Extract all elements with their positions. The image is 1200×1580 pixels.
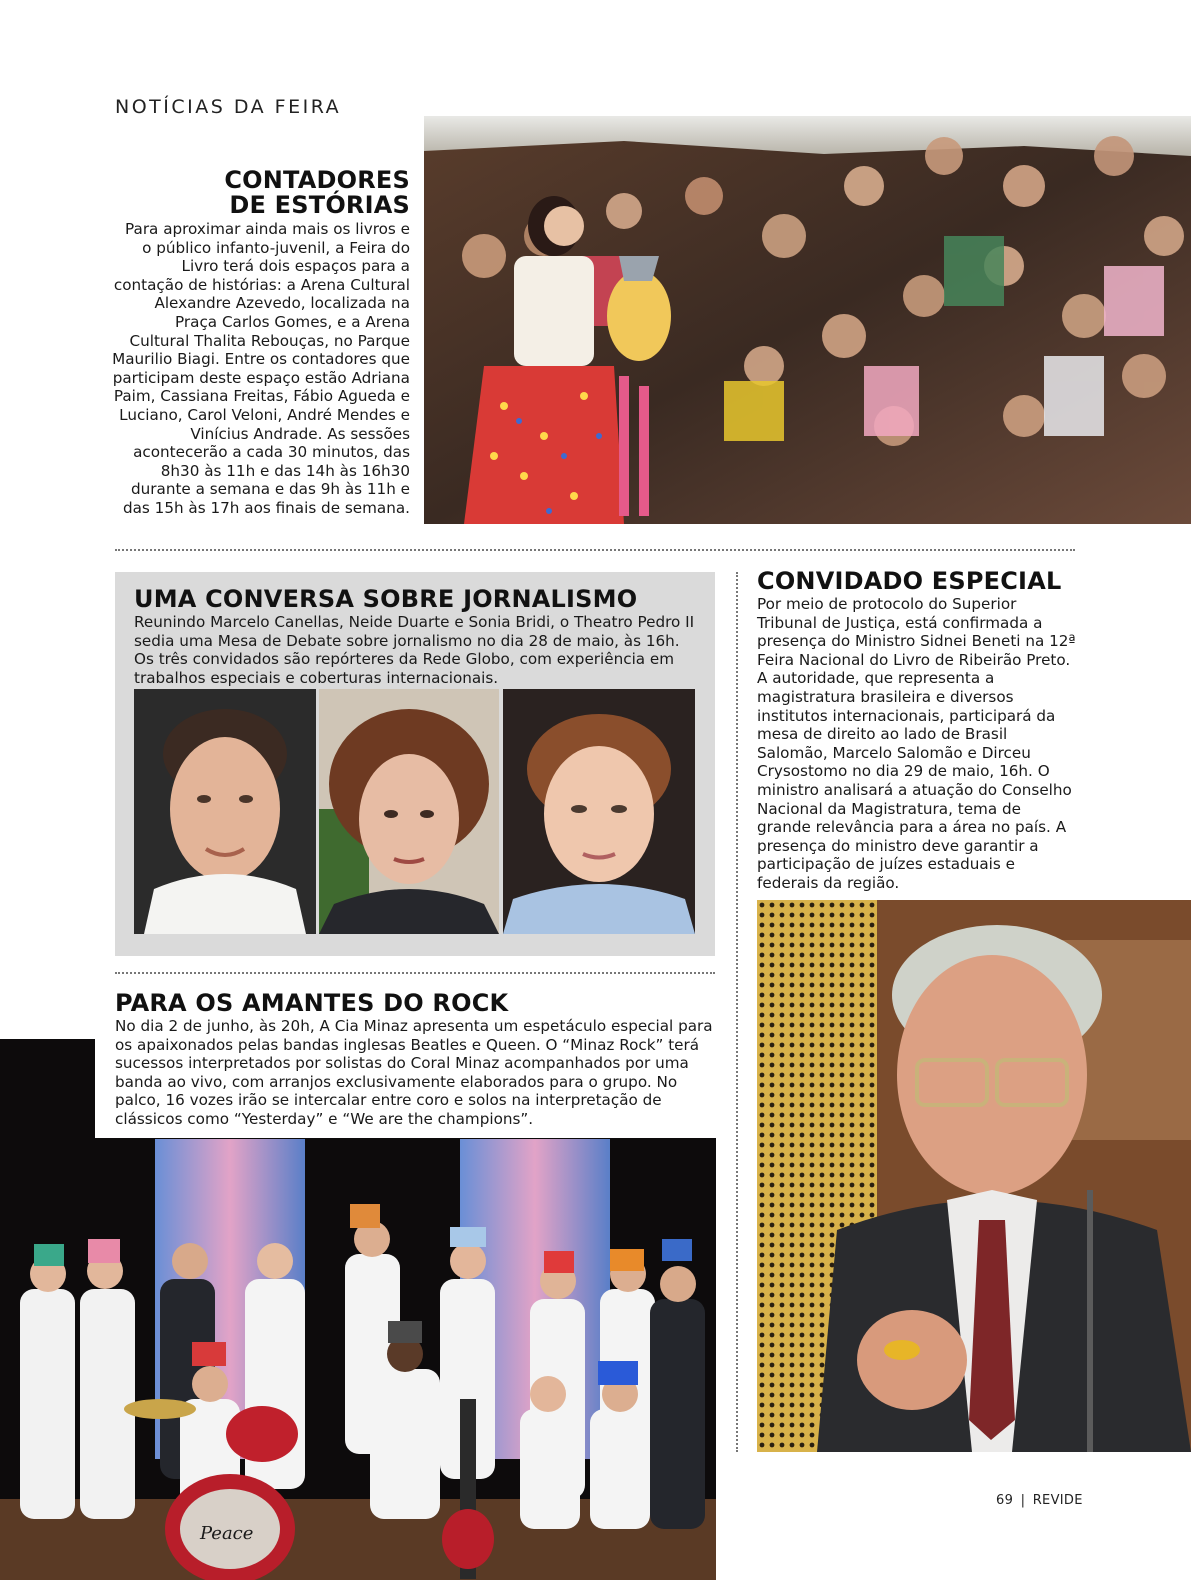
page-footer [996, 1493, 1083, 1508]
photo-portrait-woman-2 [503, 689, 695, 934]
article-convidado [757, 568, 1077, 893]
photo-minister [757, 900, 1191, 1452]
article-jornalismo [134, 586, 704, 687]
headline-convidado: CONVIDADO ESPECIAL [757, 567, 1062, 595]
magazine-name: REVIDE [1032, 1493, 1083, 1508]
article-rock [115, 990, 715, 1129]
divider-horizontal-top [115, 549, 1075, 551]
page-number: 69 [996, 1493, 1014, 1508]
divider-vertical [736, 572, 738, 1452]
headline-contadores [112, 168, 410, 218]
photo-portrait-woman-1 [319, 689, 499, 934]
headline-line-1: CONTADORES [224, 166, 410, 194]
headline-rock: PARA OS AMANTES DO ROCK [115, 989, 509, 1017]
photo-storytelling [424, 116, 1191, 524]
headline-line-2: DE ESTÓRIAS [229, 191, 410, 219]
divider-horizontal-middle [115, 972, 715, 974]
body-contadores: Para aproximar ainda mais os livros e o público infanto-juvenil, a Feira do Livro terá dois espaços para a contação de histórias: a Arena Cultural Alexandre Azevedo, localizada na Praça Carlos Gomes, e a Arena Cultural Thalita Rebouças, no Parque Maurilio Biagi. Entre os contadores que participam deste espaço estão Adriana Paim, Cassiana Freitas, Fábio Agueda e Luciano, Carol Veloni, André Mendes e Vinícius Andrade. As sessões acontecerão a cada 30 minutos, das 8h30 às 11h e das 14h às 16h30 durante a semana e das 9h às 11h e das 15h às 17h aos finais de semana. [112, 220, 410, 517]
footer-separator: | [1020, 1493, 1026, 1508]
article-contadores [112, 168, 410, 518]
headline-jornalismo: UMA CONVERSA SOBRE JORNALISMO [134, 585, 638, 613]
body-convidado: Por meio de protocolo do Superior Tribunal de Justiça, está confirmada a presença do Ministro Sidnei Beneti na 12ª Feira Nacional do Livro de Ribeirão Preto. A autoridade, que representa a magistratura brasileira e diversos institutos internacionais, participará da mesa de direito ao lado de Brasil Salomão, Marcelo Salomão e Dirceu Crysostomo no dia 29 de maio, 16h. O ministro analisará a atuação do Conselho Nacional da Magistratura, tema de grande relevância para a área no país. A presença do ministro deve garantir a participação de juízes estaduais e federais da região. [757, 595, 1076, 892]
body-rock: No dia 2 de junho, às 20h, A Cia Minaz apresenta um espetáculo especial para os apaixonados pelas bandas inglesas Beatles e Queen. O “Minaz Rock” terá sucessos interpretados por solistas do Coral Minaz acompanhados por uma banda ao vivo, com arranjos exclusivamente elaborados para o grupo. No palco, 16 vozes irão se intercalar entre coro e solos na interpretação de clássicos como “Yesterday” e “We are the champions”. [115, 1017, 713, 1128]
section-label: NOTÍCIAS DA FEIRA [115, 96, 342, 118]
body-jornalismo: Reunindo Marcelo Canellas, Neide Duarte e Sonia Bridi, o Theatro Pedro II sedia uma Mesa de Debate sobre jornalismo no dia 28 de maio, às 16h. Os três convidados são repórteres da Rede Globo, com experiência em trabalhos especiais e coberturas internacionais. [134, 613, 695, 687]
drum-logo: Peace [200, 1523, 254, 1544]
photo-portrait-man [134, 689, 316, 934]
